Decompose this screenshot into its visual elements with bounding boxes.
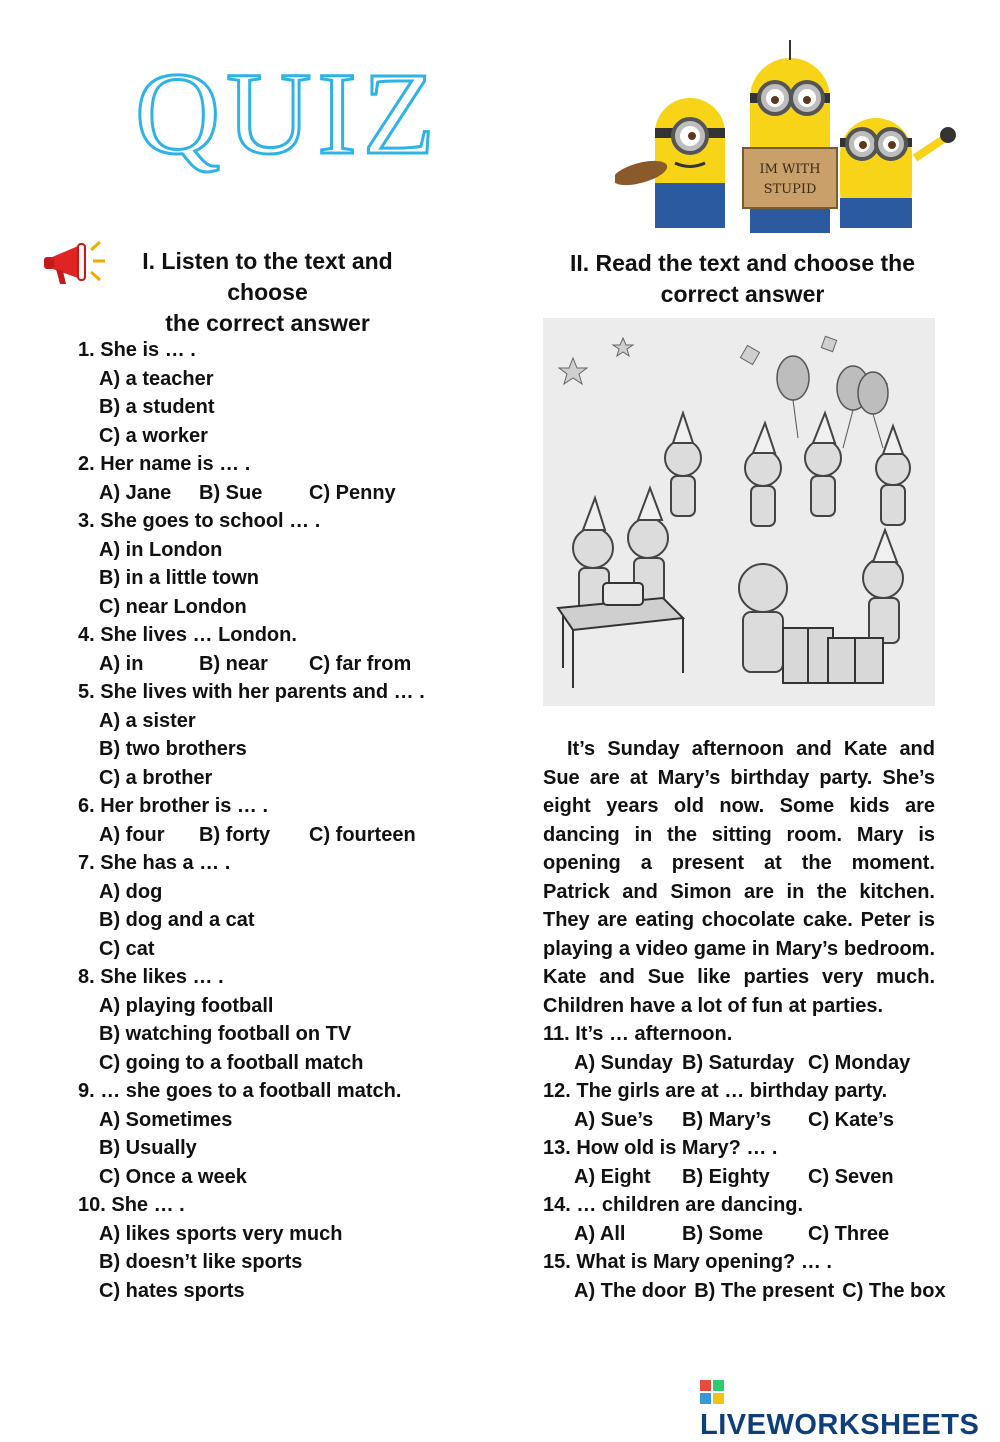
answer-option[interactable]: A) a teacher (99, 367, 214, 390)
answer-option[interactable]: A) in (99, 652, 144, 675)
answer-option[interactable]: C) The box (842, 1279, 946, 1302)
answer-option[interactable]: C) Monday (808, 1051, 911, 1074)
svg-text:STUPID: STUPID (763, 182, 817, 197)
answer-options-row (543, 1106, 963, 1135)
minion-left (615, 98, 725, 228)
quiz-title: QUIZ (135, 48, 441, 179)
answer-option[interactable]: B) in a little town (99, 567, 259, 589)
answer-option[interactable]: C) far from (309, 652, 412, 675)
answer-option[interactable]: B) a student (99, 396, 215, 418)
answer-option[interactable]: A) Sunday (574, 1051, 673, 1074)
question-8 (78, 963, 498, 1077)
answer-option[interactable]: B) Sue (199, 481, 263, 504)
answer-option[interactable]: C) Once a week (99, 1165, 247, 1188)
liveworksheets-logo (700, 1376, 1000, 1442)
answer-option[interactable]: B) near (199, 652, 268, 675)
question-text: 3. She goes to school … . (78, 510, 321, 532)
question-13 (543, 1134, 963, 1191)
question-text: 12. The girls are at … birthday party. (543, 1080, 888, 1102)
megaphone-icon (42, 236, 108, 288)
question-15 (543, 1248, 963, 1305)
question-text: 10. She … . (78, 1194, 185, 1216)
answer-option[interactable]: C) a brother (99, 766, 213, 789)
question-text: 2. Her name is … . (78, 453, 251, 475)
answer-option[interactable]: B) two brothers (99, 738, 247, 760)
question-5 (78, 678, 498, 792)
question-12 (543, 1077, 963, 1134)
svg-text:IM WITH: IM WITH (759, 162, 821, 177)
question-text: 1. She is … . (78, 339, 196, 361)
answer-options-row (543, 1049, 963, 1078)
answer-option[interactable]: C) cat (99, 937, 155, 960)
answer-option[interactable]: A) All (574, 1222, 626, 1245)
question-7 (78, 849, 498, 963)
answer-option[interactable]: A) Jane (99, 481, 172, 504)
answer-option[interactable]: B) doesn’t like sports (99, 1251, 303, 1273)
question-text: 7. She has a … . (78, 852, 231, 874)
question-text: 4. She lives … London. (78, 624, 297, 646)
question-11 (543, 1020, 963, 1077)
birthday-party-picture (543, 318, 935, 706)
minion-center (743, 40, 837, 233)
answer-option[interactable]: B) The present (694, 1279, 835, 1302)
question-9 (78, 1077, 498, 1191)
liveworksheets-brand: LIVEWORKSHEETS (700, 1409, 980, 1441)
answer-option[interactable]: B) Saturday (682, 1051, 795, 1074)
part1-questions (78, 336, 498, 1305)
answer-options-row (78, 479, 498, 508)
question-text: 13. How old is Mary? … . (543, 1137, 778, 1159)
answer-option[interactable]: A) four (99, 823, 165, 846)
question-text: 9. … she goes to a football match. (78, 1080, 402, 1102)
answer-option[interactable]: A) Sue’s (574, 1108, 654, 1131)
answer-option[interactable]: B) forty (199, 823, 271, 846)
section-2-heading-line1: II. Read the text and choose the (569, 250, 916, 276)
answer-option[interactable]: A) in London (99, 538, 223, 561)
question-3 (78, 507, 498, 621)
answer-option[interactable]: A) a sister (99, 709, 196, 732)
answer-option[interactable]: C) Seven (808, 1165, 894, 1188)
section-2-heading (560, 248, 925, 310)
question-4 (78, 621, 498, 678)
answer-options-row (543, 1163, 963, 1192)
answer-option[interactable]: A) Sometimes (99, 1108, 233, 1131)
reading-passage: It’s Sunday afternoon and Kate and Sue are at Mary’s birthday party. She’s eight years old now. Some kids are dancing in the sitting room. Mary is opening a present at the moment. Patrick and Simon are in the kitchen. They are eating chocolate cake. Peter is playing a video game in Mary’s bedroom. Kate and Sue like parties very much. Children have a lot of fun at parties. (543, 738, 935, 1017)
answer-option[interactable]: A) The door (574, 1279, 687, 1302)
answer-option[interactable]: B) watching football on TV (99, 1023, 352, 1045)
section-2-heading-line2: correct answer (660, 281, 825, 307)
question-text: 11. It’s … afternoon. (543, 1023, 733, 1045)
question-1 (78, 336, 498, 450)
answer-option[interactable]: C) Three (808, 1222, 890, 1245)
question-6 (78, 792, 498, 849)
question-text: 8. She likes … . (78, 966, 224, 988)
question-text: 5. She lives with her parents and … . (78, 681, 425, 703)
answer-option[interactable]: B) Usually (99, 1137, 197, 1159)
answer-option[interactable]: B) Some (682, 1222, 764, 1245)
minions-illustration (615, 38, 960, 233)
question-14 (543, 1191, 963, 1248)
answer-options-row (78, 650, 498, 679)
answer-option[interactable]: B) Mary’s (682, 1108, 772, 1131)
section-1-heading-line1: I. Listen to the text and choose (142, 248, 393, 305)
answer-option[interactable]: C) hates sports (99, 1279, 245, 1302)
section-1-heading (100, 246, 435, 339)
answer-option[interactable]: A) likes sports very much (99, 1222, 343, 1245)
answer-option[interactable]: C) a worker (99, 424, 208, 447)
answer-option[interactable]: C) going to a football match (99, 1051, 364, 1074)
question-text: 15. What is Mary opening? … . (543, 1251, 832, 1273)
part2-questions (543, 1020, 963, 1305)
minion-right (840, 118, 956, 228)
answer-options-row (78, 821, 498, 850)
question-10 (78, 1191, 498, 1305)
question-2 (78, 450, 498, 507)
answer-options-row (543, 1220, 963, 1249)
answer-options-row (543, 1277, 963, 1306)
answer-option[interactable]: B) Eighty (682, 1165, 770, 1188)
answer-option[interactable]: C) Kate’s (808, 1108, 894, 1131)
answer-option[interactable]: C) near London (99, 595, 247, 618)
answer-option[interactable]: B) dog and a cat (99, 909, 255, 931)
answer-option[interactable]: A) playing football (99, 994, 274, 1017)
answer-option[interactable]: C) fourteen (309, 823, 416, 846)
question-text: 14. … children are dancing. (543, 1194, 804, 1216)
answer-option[interactable]: A) Eight (574, 1165, 651, 1188)
answer-option[interactable]: A) dog (99, 880, 163, 903)
question-text: 6. Her brother is … . (78, 795, 269, 817)
answer-option[interactable]: C) Penny (309, 481, 396, 504)
section-1-heading-line2: the correct answer (165, 310, 370, 336)
liveworksheets-logo-mark (700, 1380, 724, 1404)
